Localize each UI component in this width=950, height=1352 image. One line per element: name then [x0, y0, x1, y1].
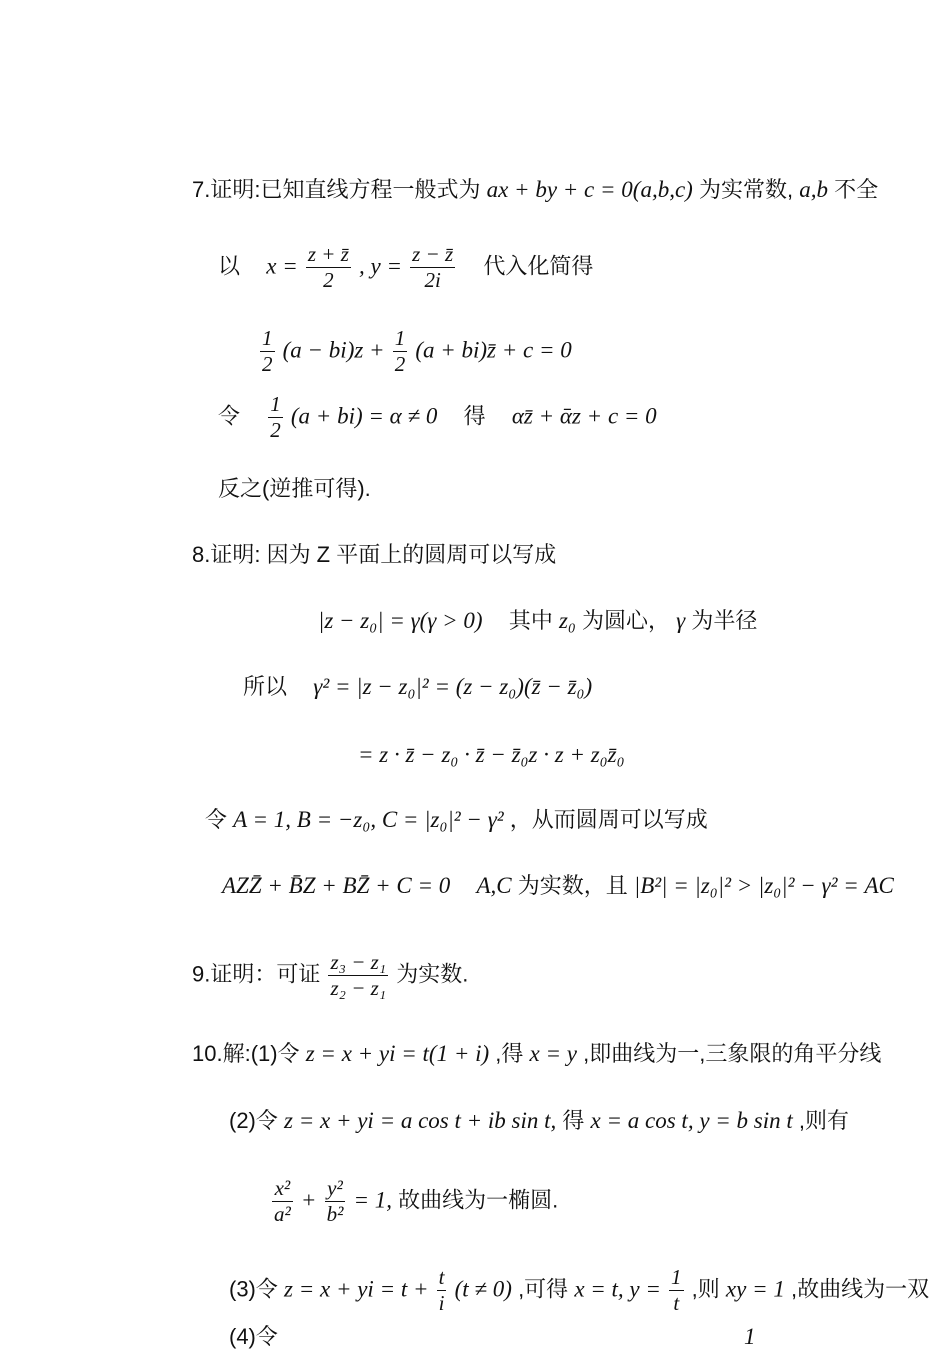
fraction-numerator: 1: [671, 1265, 682, 1289]
p7-prefix: 以: [218, 253, 241, 279]
p8-prefix: 所以: [243, 674, 288, 699]
p10-fraction-x: [272, 1176, 293, 1227]
p10-eq: = 1,: [353, 1187, 393, 1213]
p8-text: 为圆心，: [582, 608, 671, 633]
p10-fraction-1-t: [669, 1265, 684, 1316]
p7-line-equation: ax + by + c = 0(a,b,c): [486, 177, 693, 202]
p8-gamma: γ: [676, 608, 686, 633]
p10-text: (4)令: [229, 1324, 278, 1349]
p7-x-eq: x =: [266, 253, 298, 279]
fraction-denominator: 2i: [424, 268, 441, 292]
p8-line6: [222, 871, 894, 901]
p8-text: 其中: [508, 608, 553, 633]
p7-suffix: 代入化简得: [483, 253, 594, 279]
p7-fraction-y: [410, 242, 455, 293]
fraction-numerator: 1: [262, 326, 273, 350]
p8-prefix: 令: [205, 807, 228, 832]
p7-text: 为实常数,: [698, 177, 794, 202]
fraction-numerator: x²: [272, 1176, 293, 1202]
p8-abc-def: A = 1, B = −z₀, C = |z₀|² − γ²: [233, 807, 504, 832]
p10-text: ,则有: [798, 1108, 850, 1133]
p10-eq: xy = 1: [725, 1276, 785, 1302]
p8-line3: [243, 672, 592, 702]
p7-eq-part: (a + bi)z̄ + c = 0: [415, 337, 572, 363]
p7-line2: [218, 242, 593, 293]
p7-half-3: [268, 392, 283, 443]
fraction-denominator: 2: [394, 352, 406, 376]
fraction-denominator: z₂ − z₁: [330, 976, 387, 1000]
fraction-numerator: z₃ − z₁: [330, 950, 387, 974]
p7-text: 不全: [834, 177, 879, 202]
p7-line1: [192, 175, 878, 205]
p8-expansion-2: = z · z̄ − z₀ · z̄ − z̄₀z · z + z₀z̄₀: [358, 742, 625, 767]
p7-fraction-x: [306, 242, 351, 293]
p10-line5: [229, 1322, 756, 1352]
p10-line3: [270, 1176, 558, 1227]
p10-text: 得: [562, 1108, 585, 1133]
fraction-numerator: z + z̄: [307, 242, 349, 266]
fraction-numerator: y²: [325, 1176, 346, 1202]
p10-eq: x = t, y =: [574, 1276, 661, 1302]
p7-half-2: [393, 326, 408, 377]
p10-text: 10.解:(1)令: [192, 1041, 300, 1066]
p10-eq: x = y: [529, 1041, 577, 1066]
p7-eq-part: (a − bi)z +: [282, 337, 385, 363]
p10-text: (3)令: [229, 1276, 278, 1302]
fraction-denominator: 2: [323, 268, 334, 292]
p9-prefix: 9.证明：可证: [192, 961, 321, 987]
fraction-denominator: t: [673, 1291, 680, 1315]
p8-inequality: |B²| = |z₀|² > |z₀|² − γ² = AC: [633, 873, 894, 898]
p10-eq: z = x + yi = t +: [284, 1276, 429, 1302]
p10-line4: [229, 1265, 929, 1316]
p7-result-eq: αz̄ + ᾱz + c = 0: [511, 403, 657, 429]
p8-line4: [358, 740, 625, 770]
p9-suffix: 为实数.: [396, 961, 469, 987]
p10-text: ,得: [495, 1041, 524, 1066]
fraction-denominator: a²: [274, 1202, 291, 1226]
p10-fraction-y: [325, 1176, 346, 1227]
p7-mid: 得: [463, 403, 486, 429]
p10-line2: [229, 1106, 849, 1136]
p10-eq: z = x + yi = t(1 + i): [305, 1041, 490, 1066]
p10-text: ,即曲线为一,三象限的角平分线: [583, 1041, 882, 1066]
p8-suffix: ，从而圆周可以写成: [509, 807, 708, 832]
p7-y-eq: , y =: [359, 253, 402, 279]
p8-general-circle: AZZ̄ + B̄Z + BZ̄ + C = 0: [222, 873, 451, 898]
p10-line1: [192, 1039, 881, 1069]
p7-alpha-def: (a + bi) = α ≠ 0: [290, 403, 438, 429]
p10-eq: (t ≠ 0): [454, 1276, 512, 1302]
p9-line: [192, 950, 468, 1001]
p7-line5: 反之(逆推可得).: [218, 476, 371, 501]
p7-ab: a,b: [799, 177, 828, 202]
p10-eq: x = a cos t, y = b sin t: [590, 1108, 793, 1133]
p7-half-1: [260, 326, 275, 377]
p10-plus: +: [300, 1187, 317, 1213]
p8-line5: [205, 805, 708, 835]
p10-eq: z = x + yi = a cos t + ib sin t,: [284, 1108, 557, 1133]
fraction-numerator: 1: [394, 326, 406, 350]
fraction-denominator: i: [438, 1291, 445, 1315]
p10-text: ,故曲线为一双: [790, 1276, 930, 1302]
p10-text: ,则: [691, 1276, 720, 1302]
p10-text: 故曲线为一椭圆.: [398, 1187, 559, 1213]
p7-prefix: 令: [218, 403, 241, 429]
p8-z0: z₀: [558, 608, 576, 633]
p8-circle-eq: |z − z₀| = γ(γ > 0): [318, 608, 483, 633]
fraction-denominator: 2: [262, 352, 273, 376]
p7-line3: [258, 326, 572, 377]
p8-ac: A,C: [476, 873, 512, 898]
p8-line1: 8.证明: 因为 Z 平面上的圆周可以写成: [192, 542, 557, 567]
p10-text: ,可得: [518, 1276, 569, 1302]
fraction-denominator: b²: [326, 1202, 344, 1226]
p9-fraction: [328, 950, 388, 1001]
p8-text: 为半径: [691, 608, 758, 633]
p8-text: 为实数，且: [517, 873, 628, 898]
fraction-numerator: 1: [270, 392, 281, 416]
p10-partial-fraction: 1: [744, 1324, 756, 1349]
fraction-numerator: z − z̄: [412, 242, 454, 266]
p8-line2: [318, 606, 757, 636]
p7-line4: [218, 392, 657, 443]
p10-fraction-t-i: [437, 1265, 447, 1316]
p7-text: 7.证明:已知直线方程一般式为: [192, 177, 481, 202]
fraction-numerator: t: [438, 1265, 445, 1289]
p8-expansion: γ² = |z − z₀|² = (z − z₀)(z̄ − z̄₀): [313, 674, 593, 699]
fraction-denominator: 2: [270, 418, 281, 442]
p10-text: (2)令: [229, 1108, 278, 1133]
